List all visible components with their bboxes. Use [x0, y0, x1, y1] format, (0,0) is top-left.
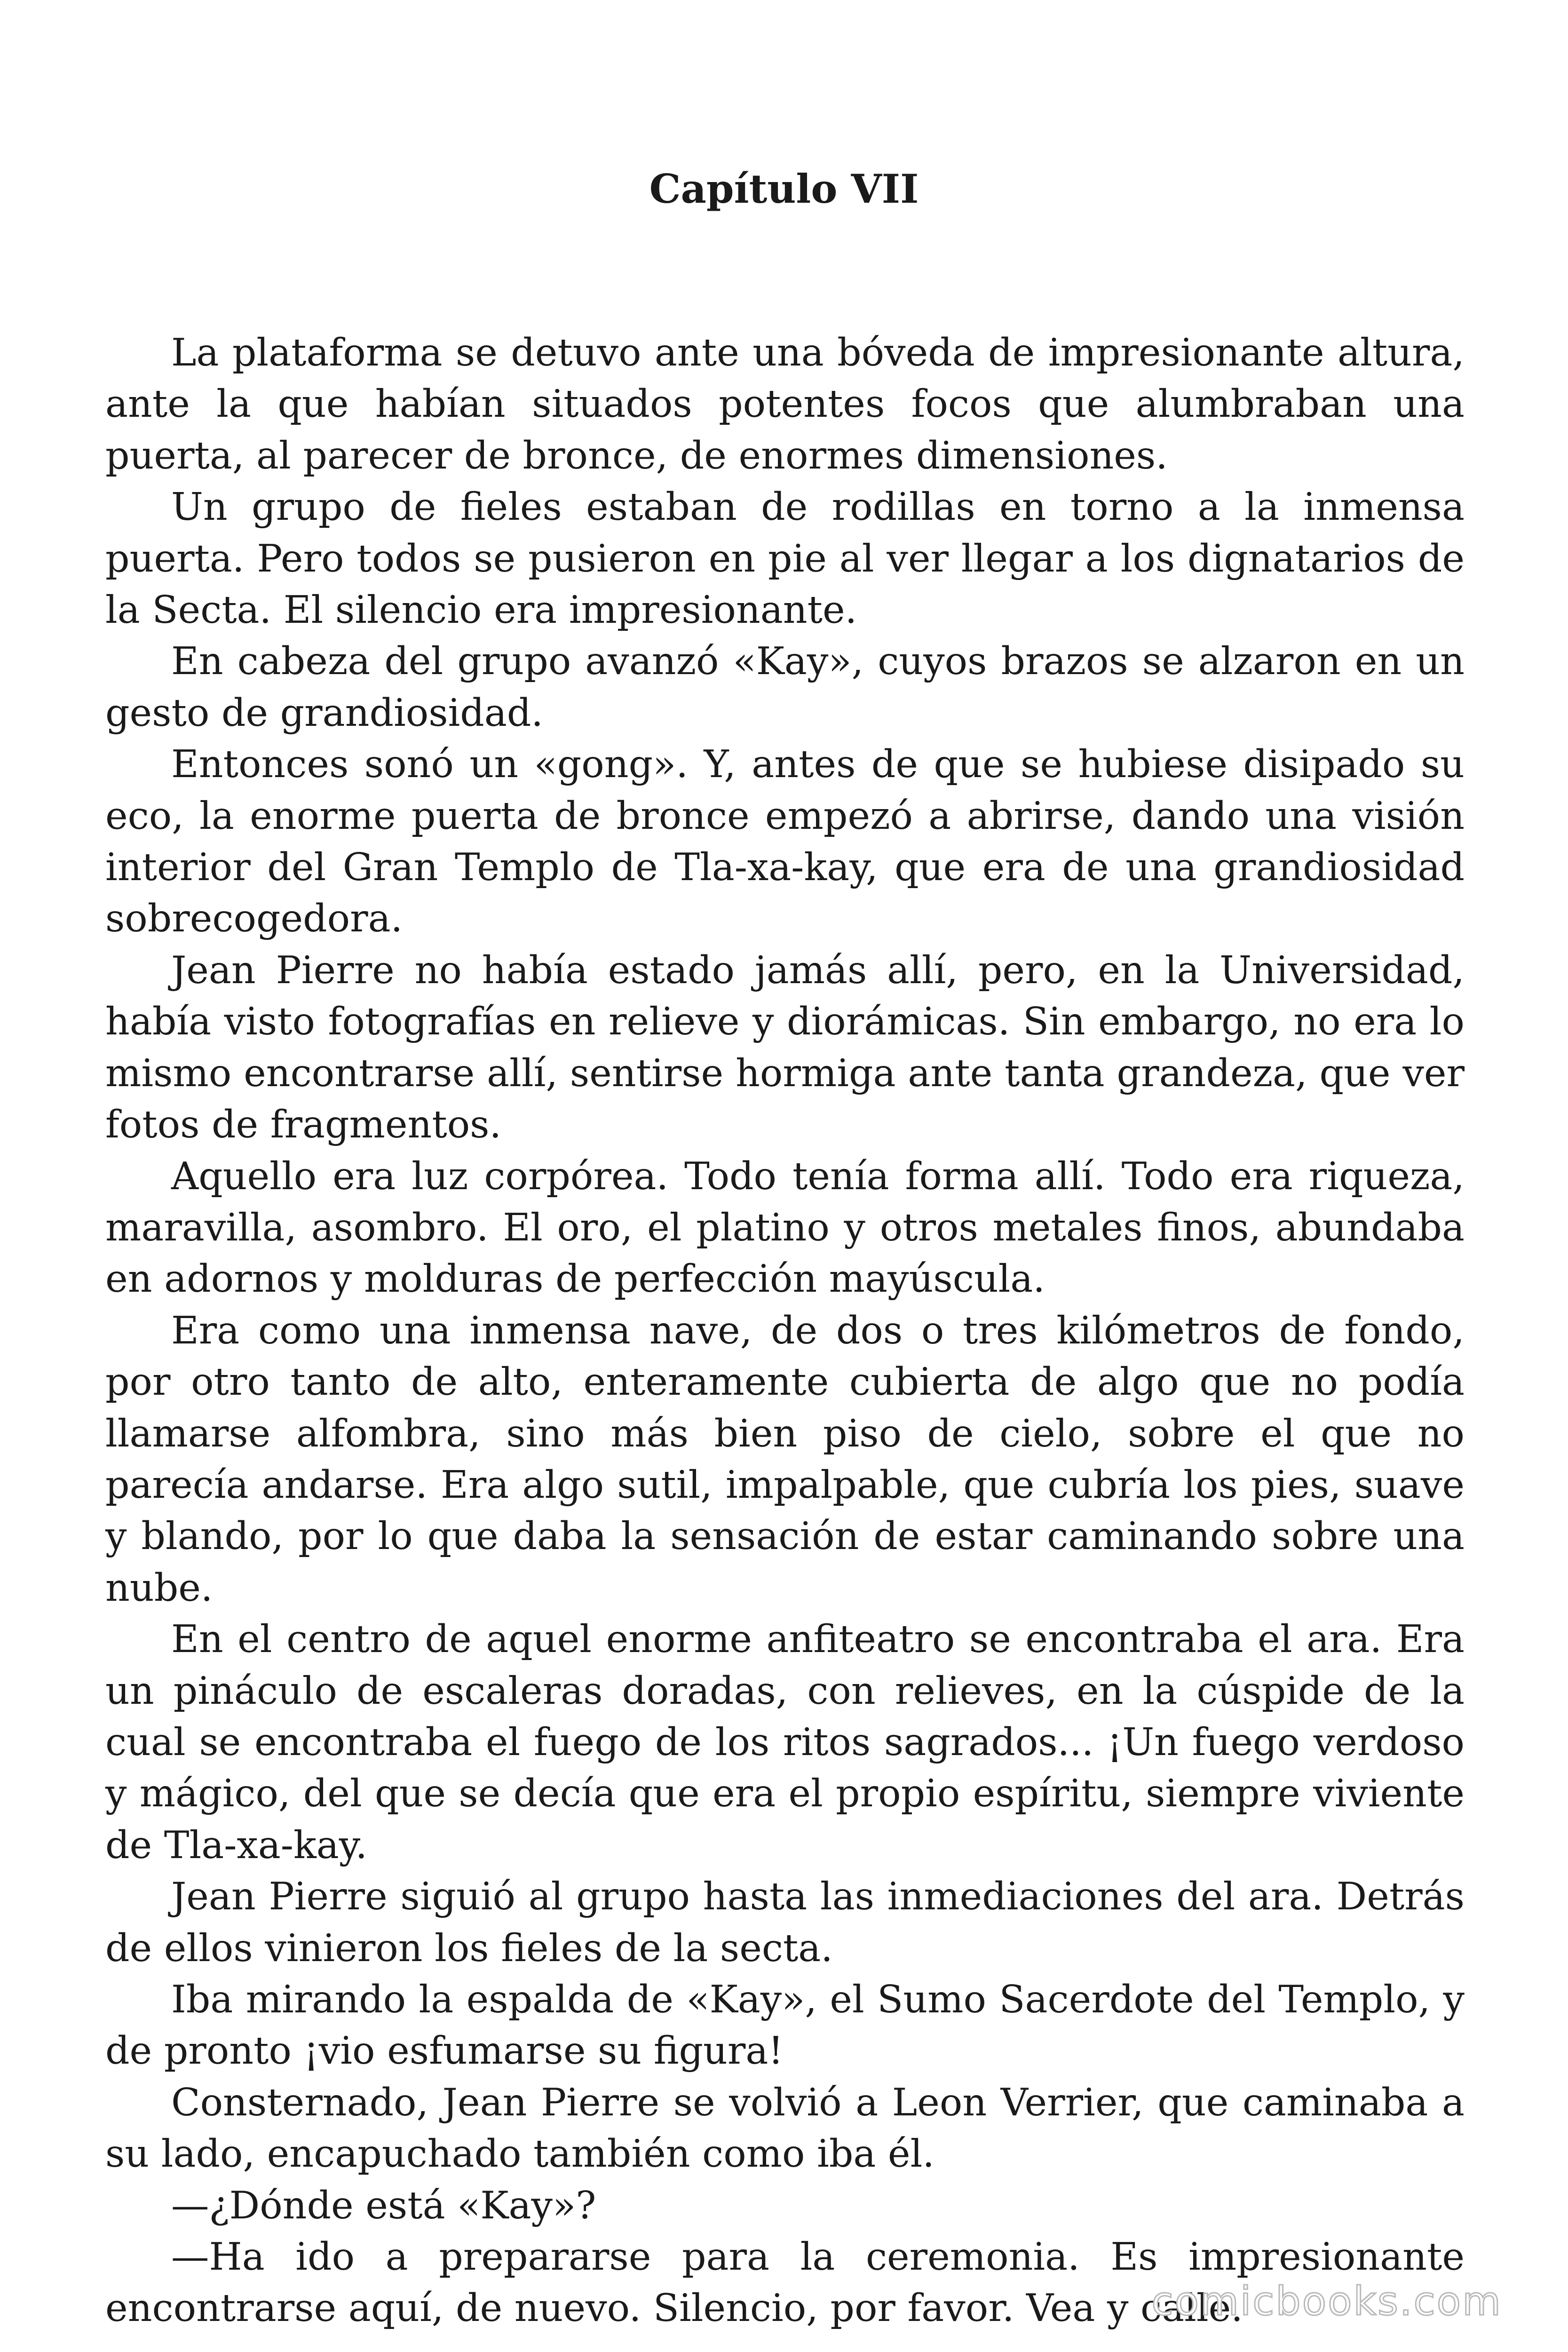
dialogue-line: —¿Dónde está «Kay»? — [171, 2183, 596, 2227]
paragraph: En cabeza del grupo avanzó «Kay», cuyos brazos se alzaron en un gesto de grandiosidad. — [105, 639, 1465, 735]
paragraph: Un grupo de fieles estaban de rodillas en torno a la inmensa puerta. Pero todos se pusieron en pie al ver llegar a los dignatarios de la Secta. El silencio era impresionante. — [105, 485, 1465, 632]
paragraph: Iba mirando la espalda de «Kay», el Sumo Sacerdote del Templo, y de pronto ¡vio esfumarse su figura! — [105, 1977, 1465, 2073]
paragraph: Consternado, Jean Pierre se volvió a Leon Verrier, que caminaba a su lado, encapuchado también como iba él. — [105, 2080, 1465, 2176]
paragraph: En el centro de aquel enorme anfiteatro se encontraba el ara. Era un pináculo de escaleras doradas, con relieves, en la cúspide de la cual se encontraba el fuego de los ritos sagrados... ¡Un fuego verdoso y mágico, del que se decía que era el propio espíritu, siempre viviente de Tla-xa-kay. — [105, 1617, 1465, 1867]
paragraph: La plataforma se detuvo ante una bóveda de impresionante altura, ante la que habían situados potentes focos que alumbraban una puerta, al parecer de bronce, de enormes dimensiones. — [105, 330, 1465, 477]
dialogue-line: —Ha ido a prepararse para la ceremonia. Es impresionante encontrarse aquí, de nuevo. Silencio, por favor. Vea y calle. — [105, 2234, 1465, 2330]
paragraph: Jean Pierre no había estado jamás allí, pero, en la Universidad, había visto fotografías en relieve y diorámicas. Sin embargo, no era lo mismo encontrarse allí, sentirse hormiga ante tanta grandeza, que ver fotos de fragmentos. — [105, 947, 1465, 1147]
paragraph: Aquello era luz corpórea. Todo tenía forma allí. Todo era riqueza, maravilla, asombro. El oro, el platino y otros metales finos, abundaba en adornos y molduras de perfección mayúscula. — [105, 1153, 1465, 1301]
watermark: comicbooks.com — [1151, 2278, 1502, 2324]
paragraph: Era como una inmensa nave, de dos o tres kilómetros de fondo, por otro tanto de alto, enteramente cubierta de algo que no podía llamarse alfombra, sino más bien piso de cielo, sobre el que no parecía andarse. Era algo sutil, impalpable, que cubría los pies, suave y blando, por lo que daba la sensación de estar caminando sobre una nube. — [105, 1308, 1465, 1610]
paragraph: Jean Pierre siguió al grupo hasta las inmediaciones del ara. Detrás de ellos vinieron los fieles de la secta. — [105, 1874, 1465, 1970]
paragraph: Entonces sonó un «gong». Y, antes de que se hubiese disipado su eco, la enorme puerta de bronce empezó a abrirse, dando una visión interior del Gran Templo de Tla-xa-kay, que era de una grandiosidad sobrecogedora. — [105, 742, 1465, 941]
chapter-body — [105, 327, 1465, 2334]
chapter-title: Capítulo VII — [649, 166, 919, 212]
